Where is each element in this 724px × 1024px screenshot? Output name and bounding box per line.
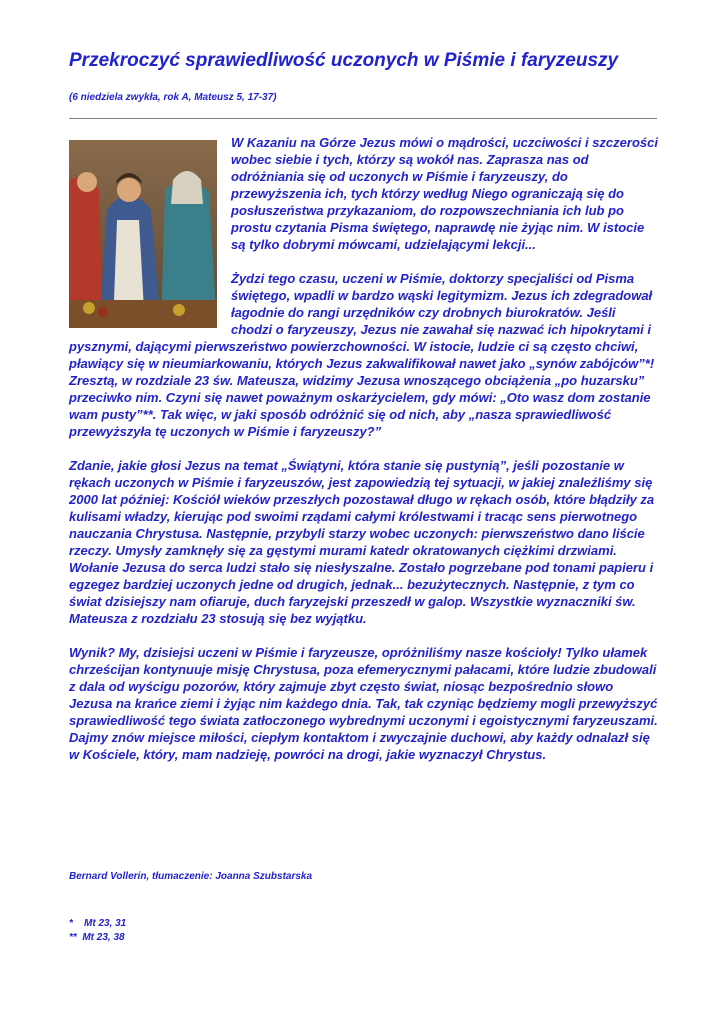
illustration-image [69, 140, 217, 328]
footnote-1: * Mt 23, 31 [69, 918, 127, 929]
footnote-2: ** Mt 23, 38 [69, 932, 125, 943]
paragraph-3: Zdanie, jakie głosi Jezus na temat „Świątyni, która stanie się pustynią”, jeśli pozostanie w rękach uczonych w Piśmie i faryzeuszów, jest zapowiedzią tej sytuacji, w jakiej znaleźliśmy się 2000 lat później: Kościół wieków przeszłych pozostawał długo w rękach osób, które błądziły za kulisami władzy, kierując pod swoimi rządami całymi królestwami i tracąc sens pierwotnego nauczania Chrystusa. Następnie, przybyli starzy wobec uczonych: pierwszeństwo dano liście rzeczy. Umysły zamknęły się za gęstymi murami katedr okratowanych ciężkimi drzwiami. Wołanie Jezusa do serca ludzi stało się niesłyszalne. Zostało pogrzebane pod tonami papieru i egzegez bardziej uczonych jedne od drugich, jednak... bezużytecznych. Następnie, z tym co świat dzisiejszy nam ofiaruje, duch faryzejski przeszedł w galop. Wszystkie wyznaczniki św. Mateusza z rozdziału 23 stosują się bez wyjątku. [69, 458, 655, 626]
article-body [69, 134, 659, 780]
illustration-jesus-with-pharisees [69, 140, 217, 328]
footnotes [69, 917, 126, 945]
page-title: Przekroczyć sprawiedliwość uczonych w Piśmie i faryzeuszy [69, 50, 619, 71]
page-subtitle: (6 niedziela zwykła, rok A, Mateusz 5, 17-37) [69, 92, 277, 103]
paragraph-1: W Kazaniu na Górze Jezus mówi o mądrości, uczciwości i szczerości wobec siebie i tych, którzy są wokół nas. Zaprasza nas od odróżniania się od uczonych w Piśmie i faryzeuszy, do przewyższenia ich, tych którzy według Niego ograniczają się do posłuszeństwa przykazaniom, do rozpowszechniania ich lub po prostu czytania Pisma świętego, naprawdę nie żyjąc nim. W istocie są tylko dobrymi mówcami, udzielającymi lekcji... [231, 135, 658, 252]
author-signature: Bernard Vollerin, tłumaczenie: Joanna Szubstarska [69, 871, 313, 882]
paragraph-2: Żydzi tego czasu, uczeni w Piśmie, doktorzy specjaliści od Pisma świętego, wpadli w bardzo wąski legitymizm. Jezus ich zdegradował łagodnie do rangi urzędników czy drobnych biurokratów. Jeśli chodzi o faryzeuszy, Jezus nie zawahał się nazwać ich hipokrytami i pysznymi, dającymi pierwszeństwo powierzchowności. W istocie, ludzie ci są często chciwi, pławiący się w nieumiarkowaniu, których Jezus zakwalifikował nawet jako „synów zabójców”*! Zresztą, w rozdziale 23 św. Mateusza, widzimy Jezusa wnoszącego obciążenia „po huzarsku” przeciwko nim. Czyni się nawet poważnym oskarżycielem, gdy mówi: „Oto wasz dom zostanie wam pusty”**. Tak więc, w jaki sposób odróżnić się od nich, aby „nasza sprawiedliwość przewyższyła tę uczonych w Piśmie i faryzeuszy?” [69, 271, 655, 439]
paragraph-4: Wynik? My, dzisiejsi uczeni w Piśmie i faryzeusze, opróżniliśmy nasze kościoły! Tylko ułamek chrześcijan kontynuuje misję Chrystusa, poza efemerycznymi pałacami, które ludzie zbudowali z dala od wyścigu pozorów, który zajmuje zbyt często świat, niosąc bezpośrednio słowo Jezusa na krańce ziemi i żyjąc nim każdego dnia. Tak, tak czyniąc będziemy mogli przewyższyć sprawiedliwość tego świata zatłoczonego wybrednymi uczonymi i egoistycznymi faryzeuszami. Dajmy znów miejsce miłości, ciepłym kontaktom i zwyczajnie duchowi, aby każdy odnalazł się w Kościele, który, mam nadzieję, powróci na drogi, jakie wyznaczył Chrystus. [69, 645, 658, 762]
horizontal-rule [69, 118, 657, 119]
